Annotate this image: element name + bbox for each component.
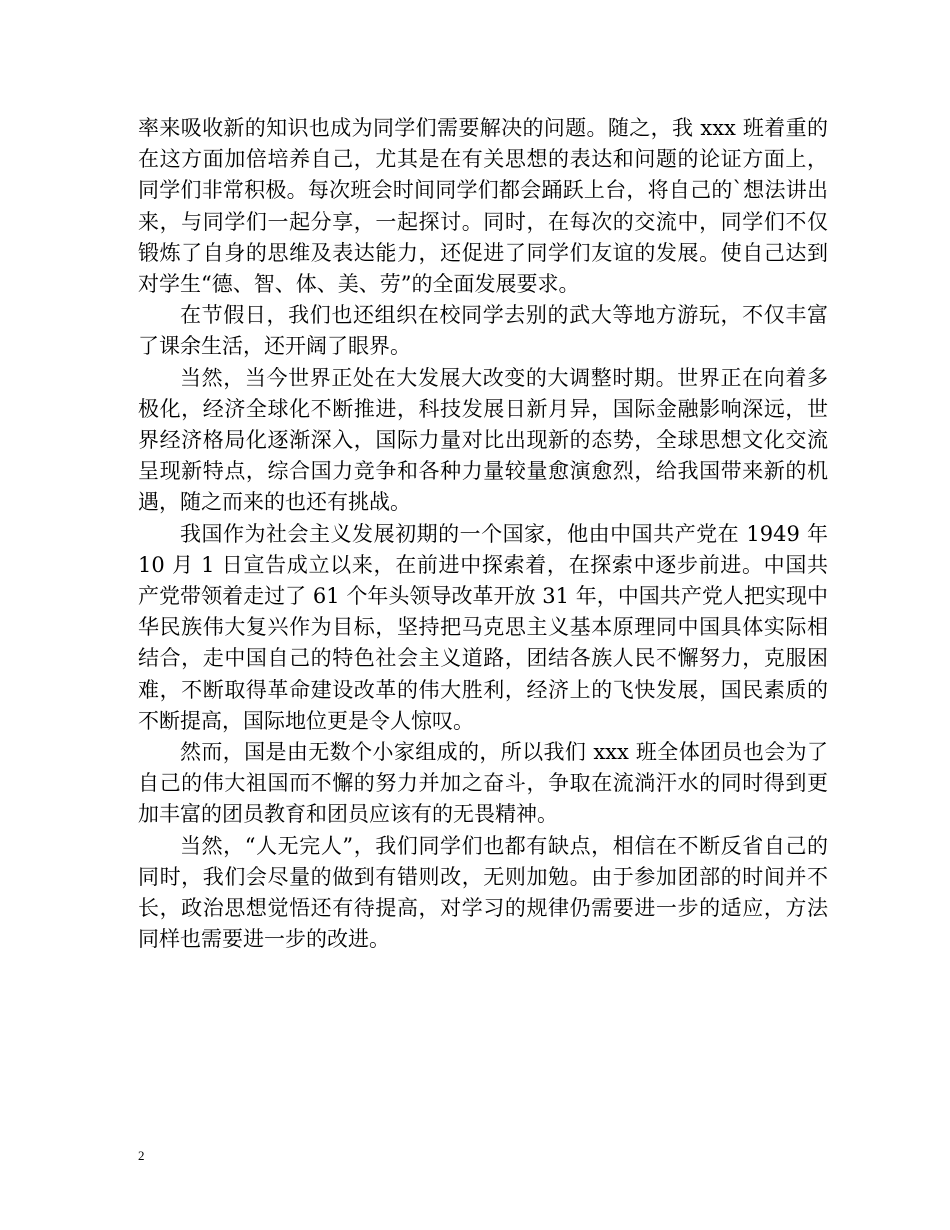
paragraph-2: 在节假日，我们也还组织在校同学去别的武大等地方游玩，不仅丰富了课余生活，还开阔了眼界。 xyxy=(138,303,828,359)
paragraph-5: 然而，国是由无数个小家组成的，所以我们 xxx 班全体团员也会为了自己的伟大祖国而不懈的努力并加之奋斗，争取在流淌汗水的同时得到更加丰富的团员教育和团员应该有的无畏精神。 xyxy=(138,740,828,827)
paragraph-3: 当然，当今世界正处在大发展大改变的大调整时期。世界正在向着多极化，经济全球化不断推进，科技发展日新月异，国际金融影响深远，世界经济格局化逐渐深入，国际力量对比出现新的态势，全球思想文化交流呈现新特点，综合国力竞争和各种力量较量愈演愈烈，给我国带来新的机遇，随之而来的也还有挑战。 xyxy=(138,365,828,515)
paragraph-4: 我国作为社会主义发展初期的一个国家，他由中国共产党在 1949 年 10 月 1 日宣告成立以来，在前进中探索着，在探索中逐步前进。中国共产党带领着走过了 61 个年头领导改革开放 31 年，中国共产党人把实现中华民族伟大复兴作为目标，坚持把马克思主义基本原理同中国具体实际相结合，走中国自己的特色社会主义道路，团结各族人民不懈努力，克服困难，不断取得革命建设改革的伟大胜利，经济上的飞快发展，国民素质的不断提高，国际地位更是令人惊叹。 xyxy=(138,521,828,733)
paragraph-6: 当然，“人无完人”，我们同学们也都有缺点，相信在不断反省自己的同时，我们会尽量的做到有错则改，无则加勉。由于参加团部的时间并不长，政治思想觉悟还有待提高，对学习的规律仍需要进一步的适应，方法同样也需要进一步的改进。 xyxy=(138,833,828,952)
document-body xyxy=(138,113,828,955)
page-number: 2 xyxy=(138,1148,145,1163)
paragraph-1: 率来吸收新的知识也成为同学们需要解决的问题。随之，我 xxx 班着重的在这方面加倍培养自己，尤其是在有关思想的表达和问题的论证方面上，同学们非常积极。每次班会时间同学们都会踊跃上台，将自己的`想法讲出来，与同学们一起分享，一起探讨。同时，在每次的交流中，同学们不仅锻炼了自身的思维及表达能力，还促进了同学们友谊的发展。使自己达到对学生“德、智、体、美、劳”的全面发展要求。 xyxy=(138,116,828,297)
